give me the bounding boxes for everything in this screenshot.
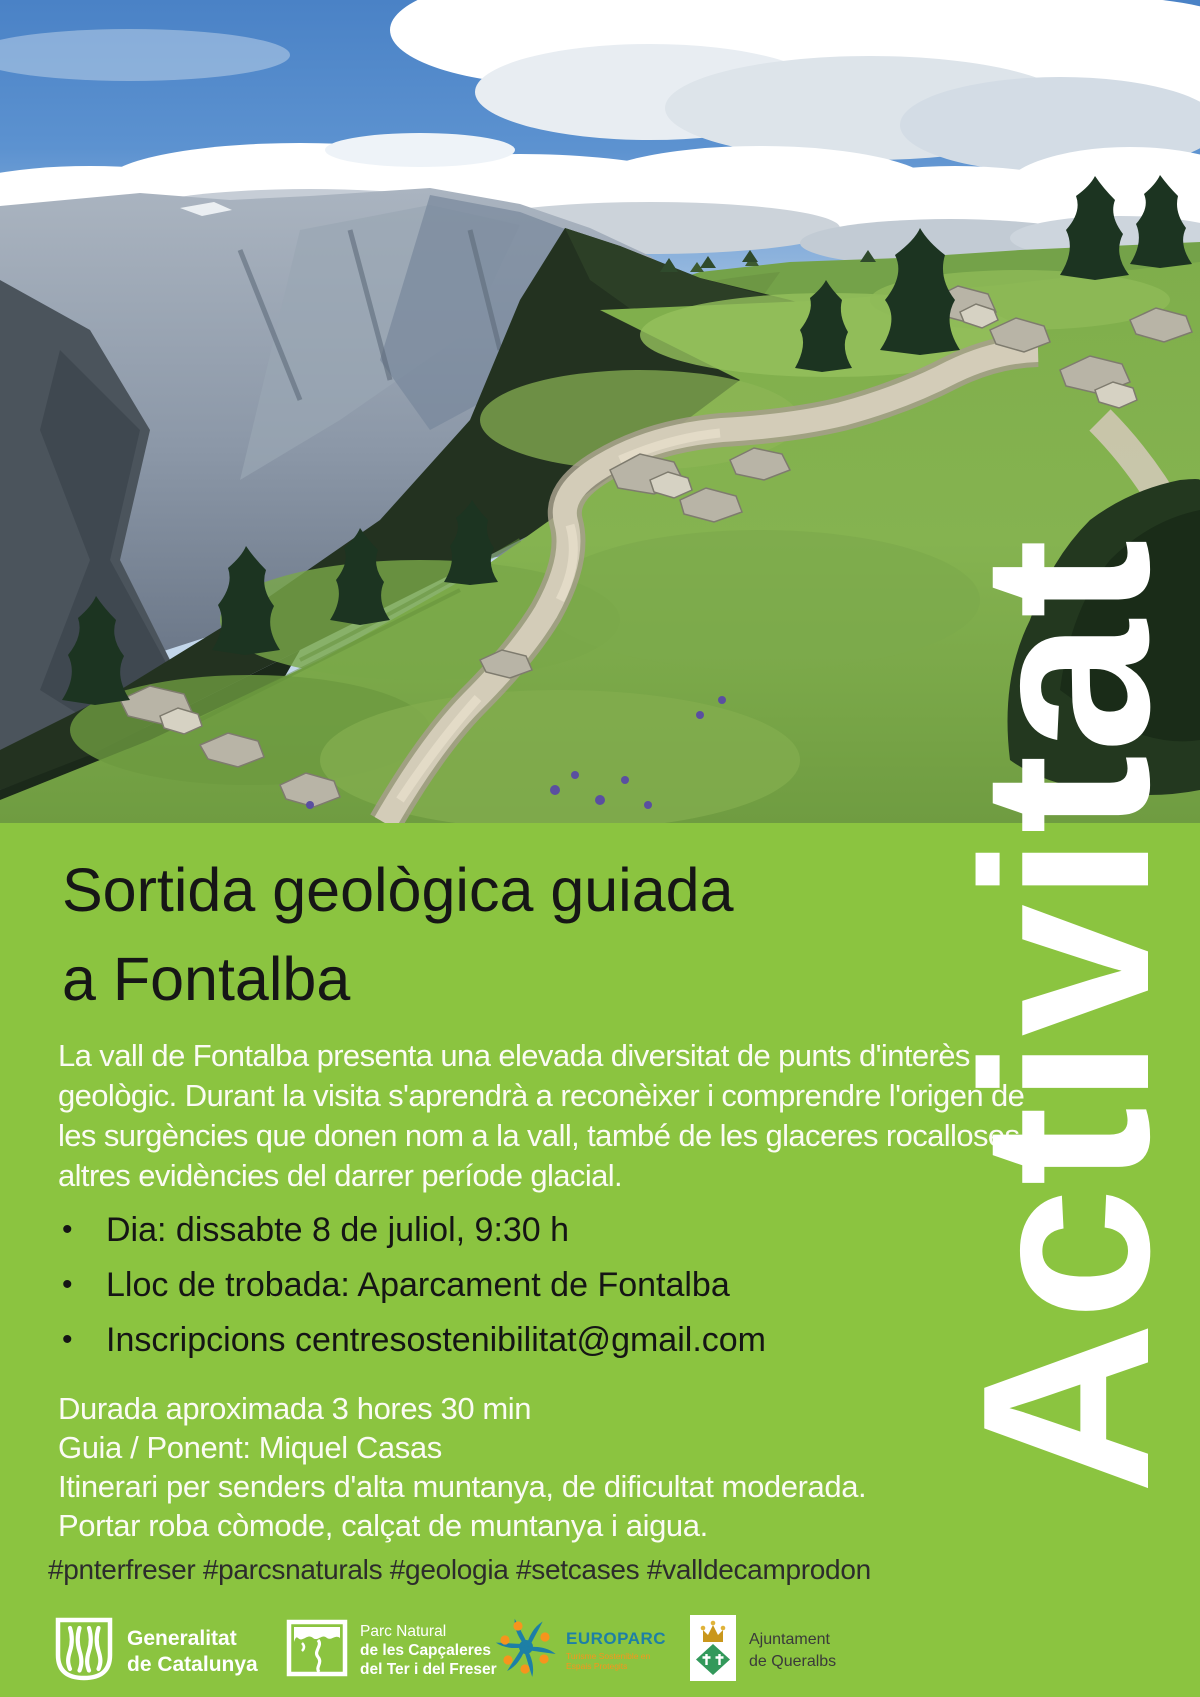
logo-europarc [494, 1615, 666, 1684]
event-description: La vall de Fontalba presenta una elevada diversitat de punts d'interès geològic. Durant la visita s'aprendrà a reconèixer i comprendre l'origen de les surgències que donen nom a la vall, també de les glaceres rocalloses i altres evidències del darrer període glacial. [58, 1038, 1034, 1193]
logo-parc-natural [286, 1619, 497, 1682]
queralbs-coat-of-arms-icon [690, 1615, 736, 1686]
detail-guide: Guia / Ponent: Miquel Casas [58, 1430, 442, 1465]
parc-natural-label: Parc Natural de les Capçaleres del Ter i del Freser [360, 1623, 497, 1678]
logo-ajuntament-queralbs [690, 1615, 836, 1686]
bullet-dot: • [62, 1323, 73, 1356]
bullet-date-text: Dia: dissabte 8 de juliol, 9:30 h [106, 1211, 570, 1249]
detail-duration: Durada aproximada 3 hores 30 min [58, 1391, 532, 1426]
europarc-star-icon [494, 1615, 558, 1684]
hashtags: #pnterfreser #parcsnaturals #geologia #setcases #valldecamprodon [48, 1554, 871, 1585]
bullet-dot: • [62, 1268, 73, 1301]
event-title-line2: a Fontalba [62, 945, 351, 1013]
event-title [62, 846, 734, 1024]
generalitat-shield-icon [55, 1617, 113, 1686]
detail-equipment: Portar roba còmode, calçat de muntanya i aigua. [58, 1508, 708, 1543]
detail-itinerary: Itinerari per senders d'alta muntanya, de dificultat moderada. [58, 1469, 867, 1504]
event-details [58, 1389, 866, 1545]
bullet-item-registration [62, 1320, 766, 1360]
queralbs-label: Ajuntament de Queralbs [749, 1630, 837, 1670]
bullet-dot: • [62, 1213, 73, 1246]
generalitat-label: Generalitat de Catalunya [127, 1626, 258, 1676]
event-bullets [62, 1210, 766, 1375]
europarc-label: EUROPARC Turisme Sostenible en Espais Protegits [566, 1628, 667, 1671]
bullet-registration-email: Inscripcions centresostenibilitat@gmail.com [106, 1321, 766, 1359]
vertical-activitat-banner: Activitat [934, 537, 1199, 1494]
bullet-item-date [62, 1210, 766, 1250]
event-title-line1: Sortida geològica guiada [62, 856, 734, 924]
bullet-item-meeting-point [62, 1265, 766, 1305]
logo-generalitat-de-catalunya [55, 1617, 258, 1686]
bullet-meeting-point-text: Lloc de trobada: Aparcament de Fontalba [106, 1266, 730, 1304]
parc-natural-mountain-icon [286, 1619, 348, 1682]
